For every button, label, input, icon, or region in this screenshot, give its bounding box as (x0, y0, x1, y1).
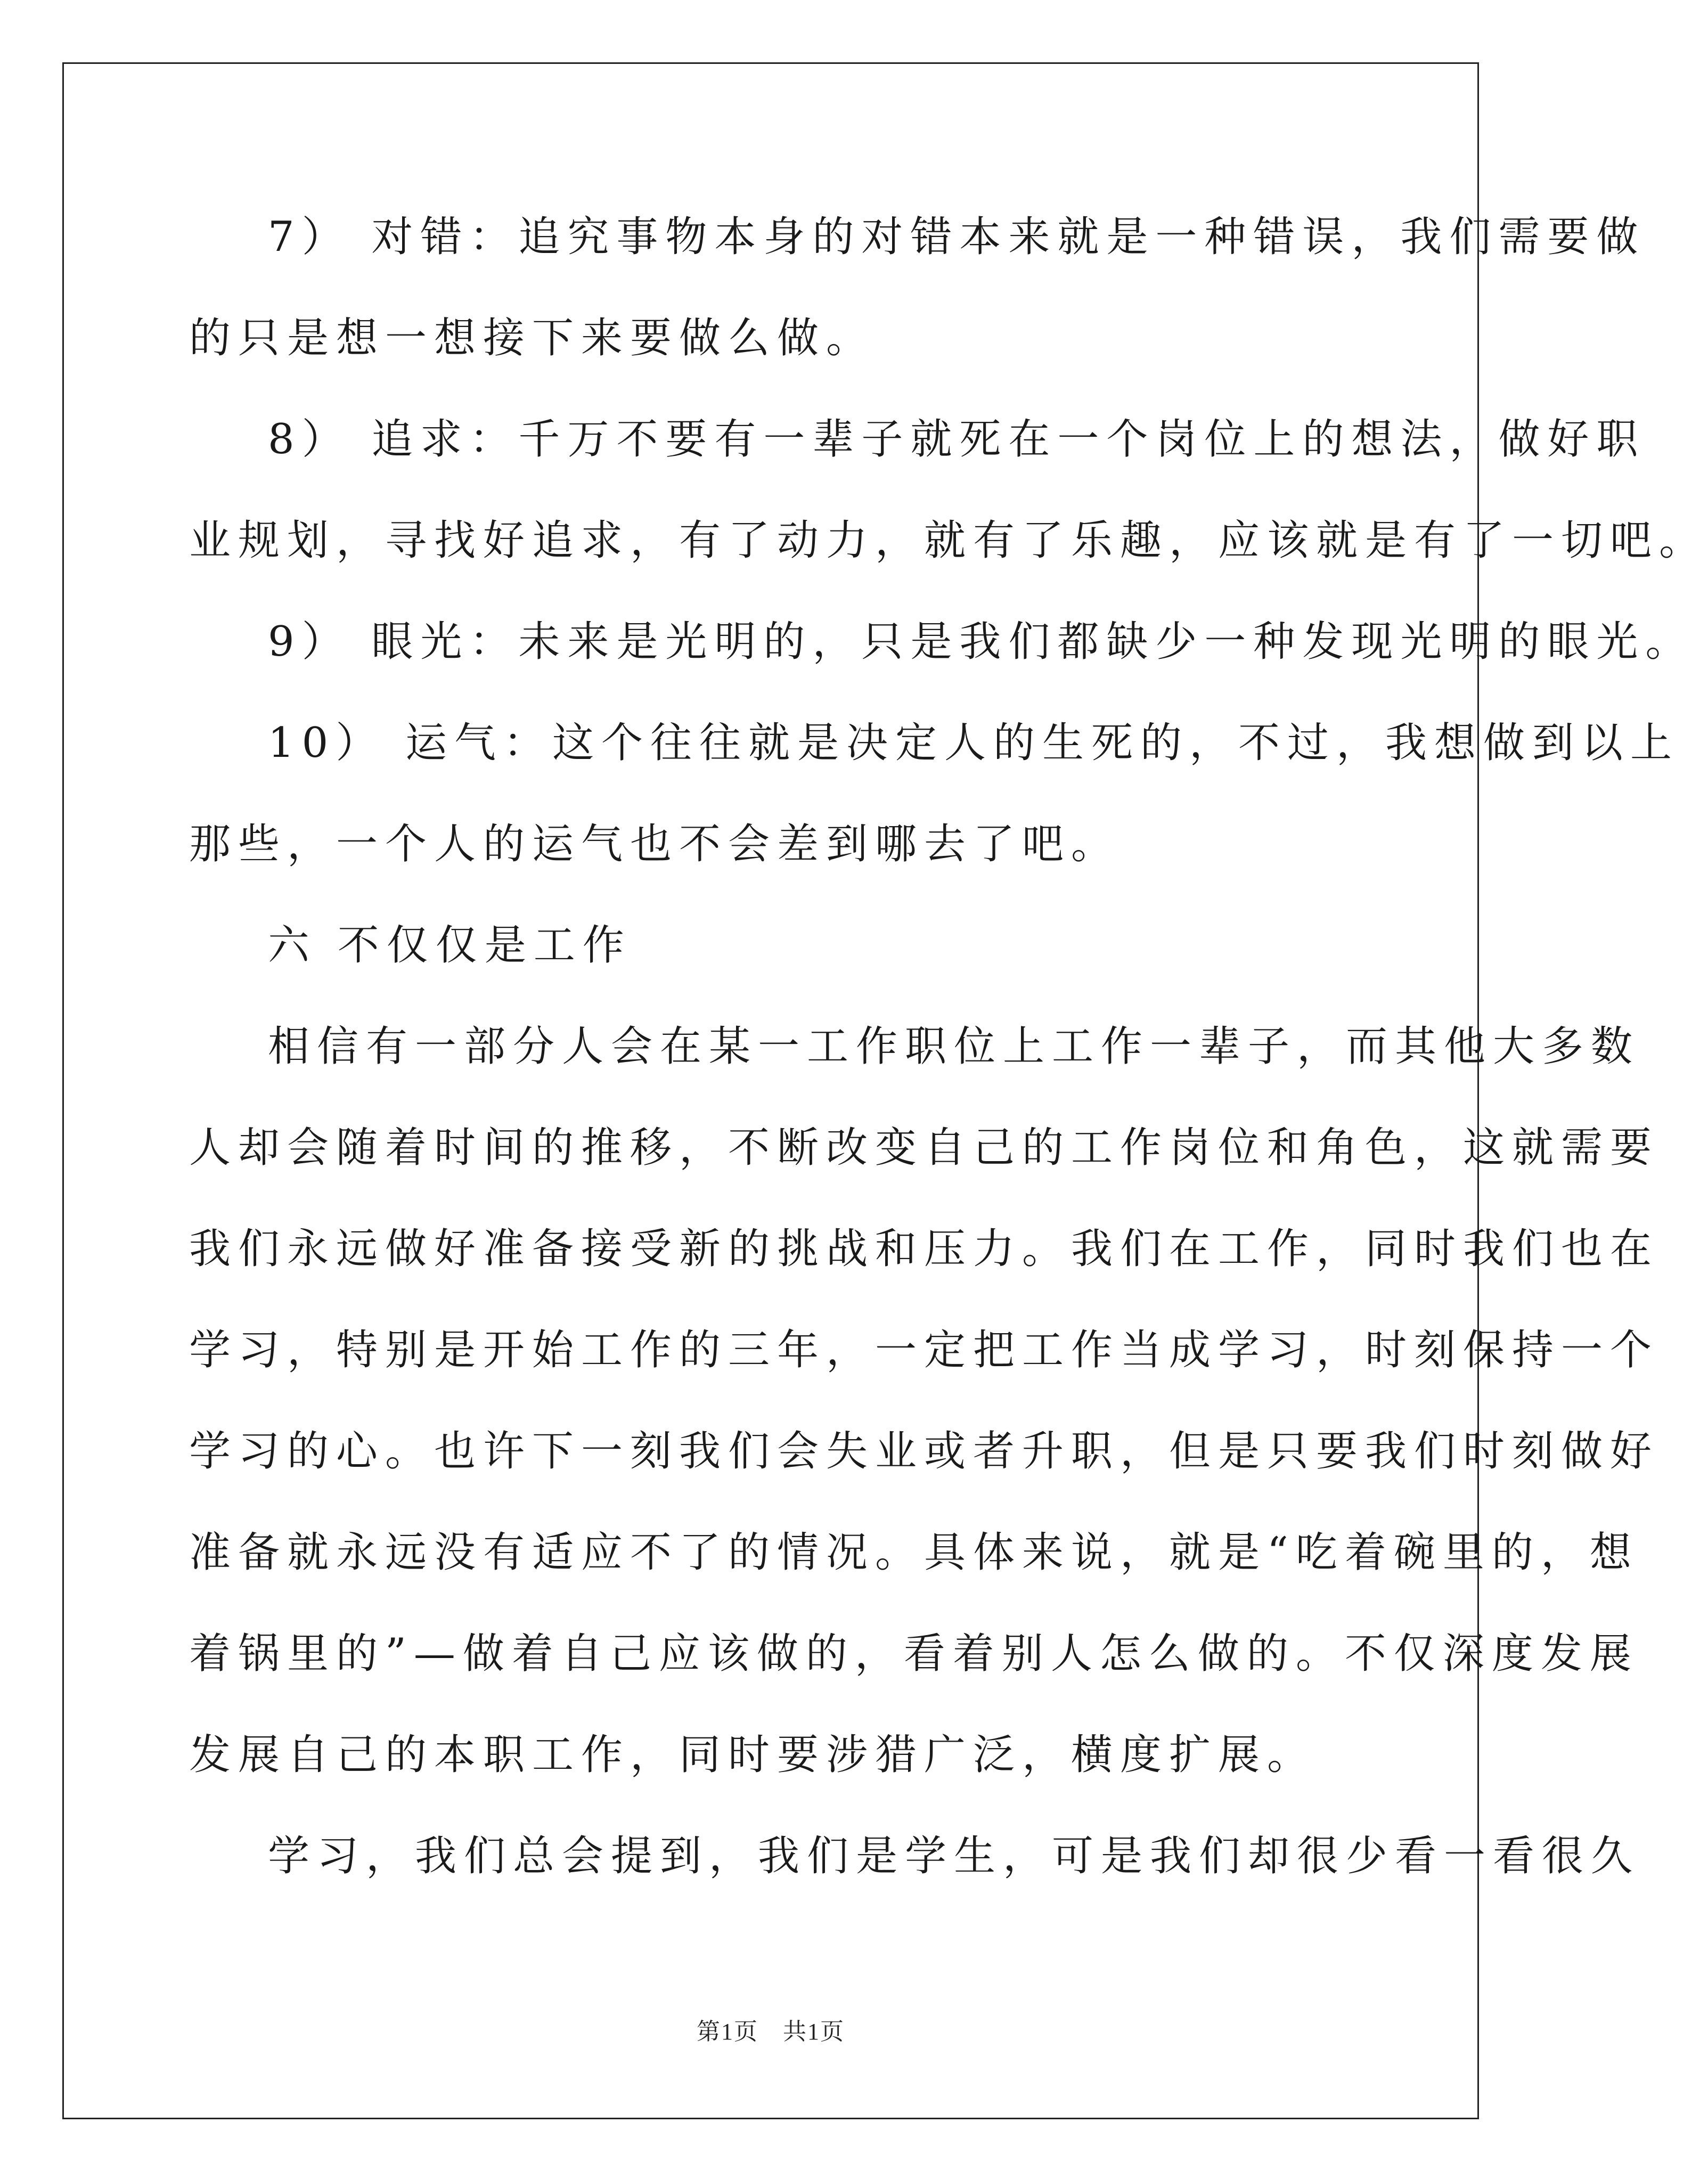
paragraph-line: 9） 眼光：未来是光明的，只是我们都缺少一种发现光明的眼光。 (268, 618, 1695, 666)
paragraph-line: 着锅里的”—做着自己应该做的，看着别人怎么做的。不仅深度发展 (189, 1630, 1639, 1678)
page-footer: 第1页 共1页 (697, 2019, 845, 2045)
paragraph-line: 8） 追求：千万不要有一辈子就死在一个岗位上的想法，做好职 (268, 415, 1646, 463)
paragraph-line: 准备就永远没有适应不了的情况。具体来说，就是“吃着碗里的，想 (189, 1529, 1639, 1577)
paragraph-line: 那些，一个人的运气也不会差到哪去了吧。 (189, 820, 1121, 868)
paragraph-line: 业规划，寻找好追求，有了动力，就有了乐趣，应该就是有了一切吧。 (189, 517, 1708, 565)
paragraph-line: 学习，我们总会提到，我们是学生，可是我们却很少看一看很久 (268, 1832, 1640, 1880)
paragraph-line: 我们永远做好准备接受新的挑战和压力。我们在工作，同时我们也在 (189, 1225, 1660, 1273)
paragraph-line: 7） 对错：追究事物本身的对错本来就是一种错误，我们需要做 (268, 213, 1646, 261)
section-heading: 六 不仅仅是工作 (268, 921, 632, 969)
paragraph-line: 10） 运气：这个往往就是决定人的生死的，不过，我想做到以上 (268, 719, 1680, 767)
paragraph-line: 学习的心。也许下一刻我们会失业或者升职，但是只要我们时刻做好 (189, 1427, 1660, 1475)
paragraph-line: 相信有一部分人会在某一工作职位上工作一辈子，而其他大多数 (268, 1023, 1640, 1071)
page-border (62, 62, 1479, 2119)
paragraph-line: 人却会随着时间的推移，不断改变自己的工作岗位和角色，这就需要 (189, 1124, 1660, 1172)
paragraph-line: 发展自己的本职工作，同时要涉猎广泛，横度扩展。 (189, 1731, 1317, 1779)
paragraph-line: 的只是想一想接下来要做么做。 (189, 314, 876, 362)
paragraph-line: 学习，特别是开始工作的三年，一定把工作当成学习，时刻保持一个 (189, 1326, 1660, 1374)
